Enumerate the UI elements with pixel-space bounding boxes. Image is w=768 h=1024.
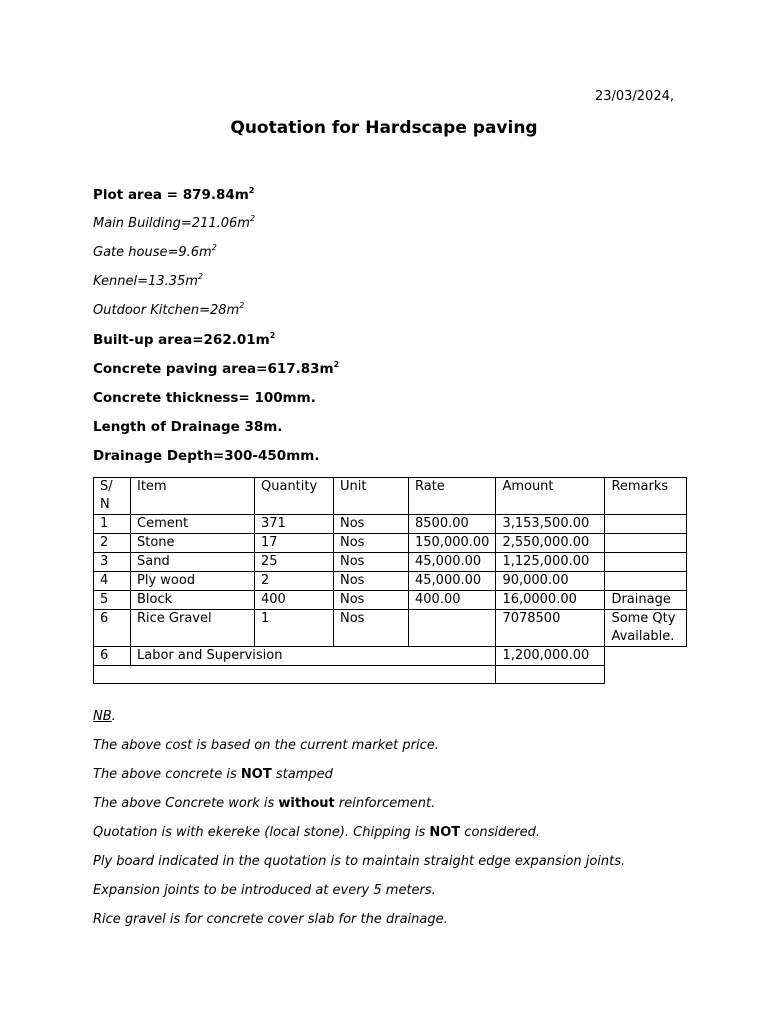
cell-remarks	[605, 534, 687, 553]
cell-item: Rice Gravel	[131, 610, 255, 647]
header-rate: Rate	[409, 478, 496, 515]
cell-sn: 6	[94, 647, 131, 666]
cell-unit: Nos	[334, 553, 409, 572]
cell-rate: 45,000.00	[409, 553, 496, 572]
cell-unit: Nos	[334, 534, 409, 553]
cell-remarks	[605, 515, 687, 534]
cell-item: Cement	[131, 515, 255, 534]
cell-remarks: Some Qty Available.	[605, 610, 687, 647]
cell-amount: 1,200,000.00	[496, 647, 605, 666]
cell-labor-item: Labor and Supervision	[131, 647, 496, 666]
cell-item: Stone	[131, 534, 255, 553]
cell-remarks	[605, 553, 687, 572]
document-date: 23/03/2024,	[594, 89, 674, 104]
cell-quantity: 25	[255, 553, 334, 572]
cell-rate: 8500.00	[409, 515, 496, 534]
note-item: The above Concrete work is without reinforcement.	[93, 796, 436, 811]
header-sn: S/ N	[94, 478, 131, 515]
cell-unit: Nos	[334, 572, 409, 591]
cell-quantity: 17	[255, 534, 334, 553]
note-item: Ply board indicated in the quotation is to maintain straight edge expansion joints.	[93, 854, 626, 869]
cell-empty	[605, 647, 687, 666]
cell-sn: 1	[94, 515, 131, 534]
plot-area: Plot area = $879.84m^2$	[93, 186, 255, 203]
cell-unit: Nos	[334, 610, 409, 647]
cell-sn: 4	[94, 572, 131, 591]
gate-house-area: Gate $house=9.6m^2$	[93, 243, 217, 260]
cell-sn: 2	[94, 534, 131, 553]
cell-remarks: Drainage	[605, 591, 687, 610]
cell-amount: 16,0000.00	[496, 591, 605, 610]
cell-empty	[605, 666, 687, 684]
cell-amount: 2,550,000.00	[496, 534, 605, 553]
cell-sn: 5	[94, 591, 131, 610]
table-row	[94, 591, 687, 610]
header-remarks: Remarks	[605, 478, 687, 515]
table-row	[94, 515, 687, 534]
notes-section	[93, 708, 625, 940]
labor-row	[94, 647, 687, 666]
specifications	[93, 186, 339, 476]
drainage-length: Length of Drainage 38m.	[93, 419, 283, 435]
drainage-depth: Drainage Depth=300-450mm.	[93, 448, 320, 464]
nb-heading: NB.	[93, 709, 116, 724]
note-item: Rice gravel is for concrete cover slab for the drainage.	[93, 912, 448, 927]
outdoor-kitchen-area: Outdoor $Kitchen=28m^2$	[93, 301, 245, 318]
cell-remarks	[605, 572, 687, 591]
document-title: Quotation for Hardscape paving	[230, 118, 538, 138]
main-building-area: Main $Building=211.06m^2$	[93, 214, 256, 231]
table-row	[94, 572, 687, 591]
note-item: The above concrete is NOT stamped	[93, 767, 333, 782]
cell-quantity: 400	[255, 591, 334, 610]
note-item: The above cost is based on the current market price.	[93, 738, 439, 753]
cell-item: Block	[131, 591, 255, 610]
note-item: Quotation is with ekereke (local stone). Chipping is NOT considered.	[93, 825, 541, 840]
cell-amount: 1,125,000.00	[496, 553, 605, 572]
cell-empty	[94, 666, 496, 684]
cell-rate: 45,000.00	[409, 572, 496, 591]
cell-rate: 150,000.00	[409, 534, 496, 553]
cell-unit: Nos	[334, 591, 409, 610]
blank-row	[94, 666, 687, 684]
cell-quantity: 1	[255, 610, 334, 647]
built-up-area: Built-up $area=262.01m^2$	[93, 331, 276, 348]
cell-amount: 7078500	[496, 610, 605, 647]
paving-area: Concrete paving $area=617.83m^2$	[93, 360, 340, 377]
kennel-area: $Kennel=13.35m^2$	[93, 272, 204, 289]
note-item: Expansion joints to be introduced at every 5 meters.	[93, 883, 436, 898]
header-amount: Amount	[496, 478, 605, 515]
cell-rate	[409, 610, 496, 647]
cell-quantity: 2	[255, 572, 334, 591]
header-quantity: Quantity	[255, 478, 334, 515]
cell-rate: 400.00	[409, 591, 496, 610]
quotation-table	[93, 477, 687, 684]
cell-item: Sand	[131, 553, 255, 572]
concrete-thickness: Concrete thickness= 100mm.	[93, 390, 316, 406]
cell-amount: 3,153,500.00	[496, 515, 605, 534]
table-header-row	[94, 478, 687, 515]
table-row	[94, 534, 687, 553]
cell-sn: 6	[94, 610, 131, 647]
table-row	[94, 553, 687, 572]
header-unit: Unit	[334, 478, 409, 515]
table-row	[94, 610, 687, 647]
cell-item: Ply wood	[131, 572, 255, 591]
cell-sn: 3	[94, 553, 131, 572]
cell-amount: 90,000.00	[496, 572, 605, 591]
header-item: Item	[131, 478, 255, 515]
cell-unit: Nos	[334, 515, 409, 534]
cell-empty	[496, 666, 605, 684]
cell-quantity: 371	[255, 515, 334, 534]
